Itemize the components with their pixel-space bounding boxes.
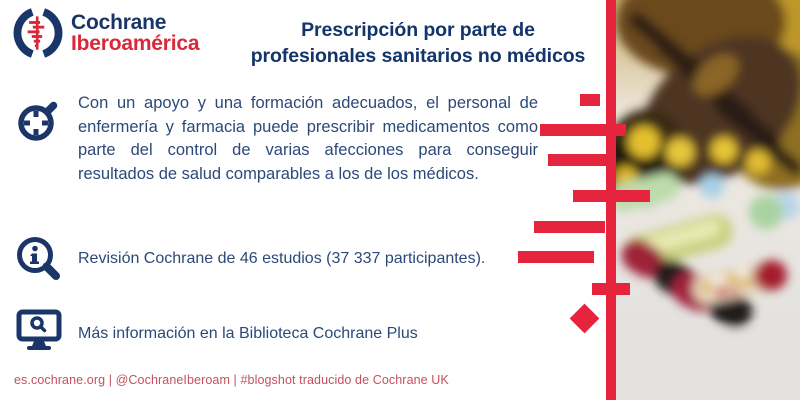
forest-plot-bar [573, 190, 650, 202]
forest-plot-bar [518, 251, 594, 263]
page-title [232, 17, 604, 69]
forest-plot-bar [534, 221, 605, 233]
more-info-text: Más información en la Biblioteca Cochrane Plus [78, 325, 418, 342]
forest-plot-diamond [570, 304, 600, 334]
forest-plot-bar [580, 94, 600, 106]
page-title-line2: profesionales sanitarios no médicos [250, 45, 586, 67]
review-stats-text: Revisión Cochrane de 46 estudios (37 337 participantes). [78, 250, 486, 267]
brand-name: Cochrane [71, 11, 167, 34]
info-search-icon [14, 235, 64, 287]
brand-region: Iberoamérica [71, 32, 200, 55]
footer-credit: es.cochrane.org | @CochraneIberoam | #blogshot traducido de Cochrane UK [14, 373, 449, 387]
forest-plot-bar [592, 283, 630, 295]
forest-plot-bar [540, 124, 626, 136]
forest-plot-bar [548, 154, 607, 166]
monitor-search-icon [14, 306, 64, 354]
cochrane-forest-plot-logo-icon [12, 7, 64, 59]
stopwatch-target-icon [15, 97, 61, 143]
page-title-line1: Prescripción por parte de [301, 19, 535, 41]
cochrane-wordmark [71, 12, 199, 54]
summary-text: Con un apoyo y una formación adecuados, el personal de enfermería y farmacia puede prescribir medicamentos como parte del control de varias afecciones para conseguir resultados de salud comparables a los de los médicos. [78, 94, 538, 183]
cochrane-logo [12, 7, 199, 59]
